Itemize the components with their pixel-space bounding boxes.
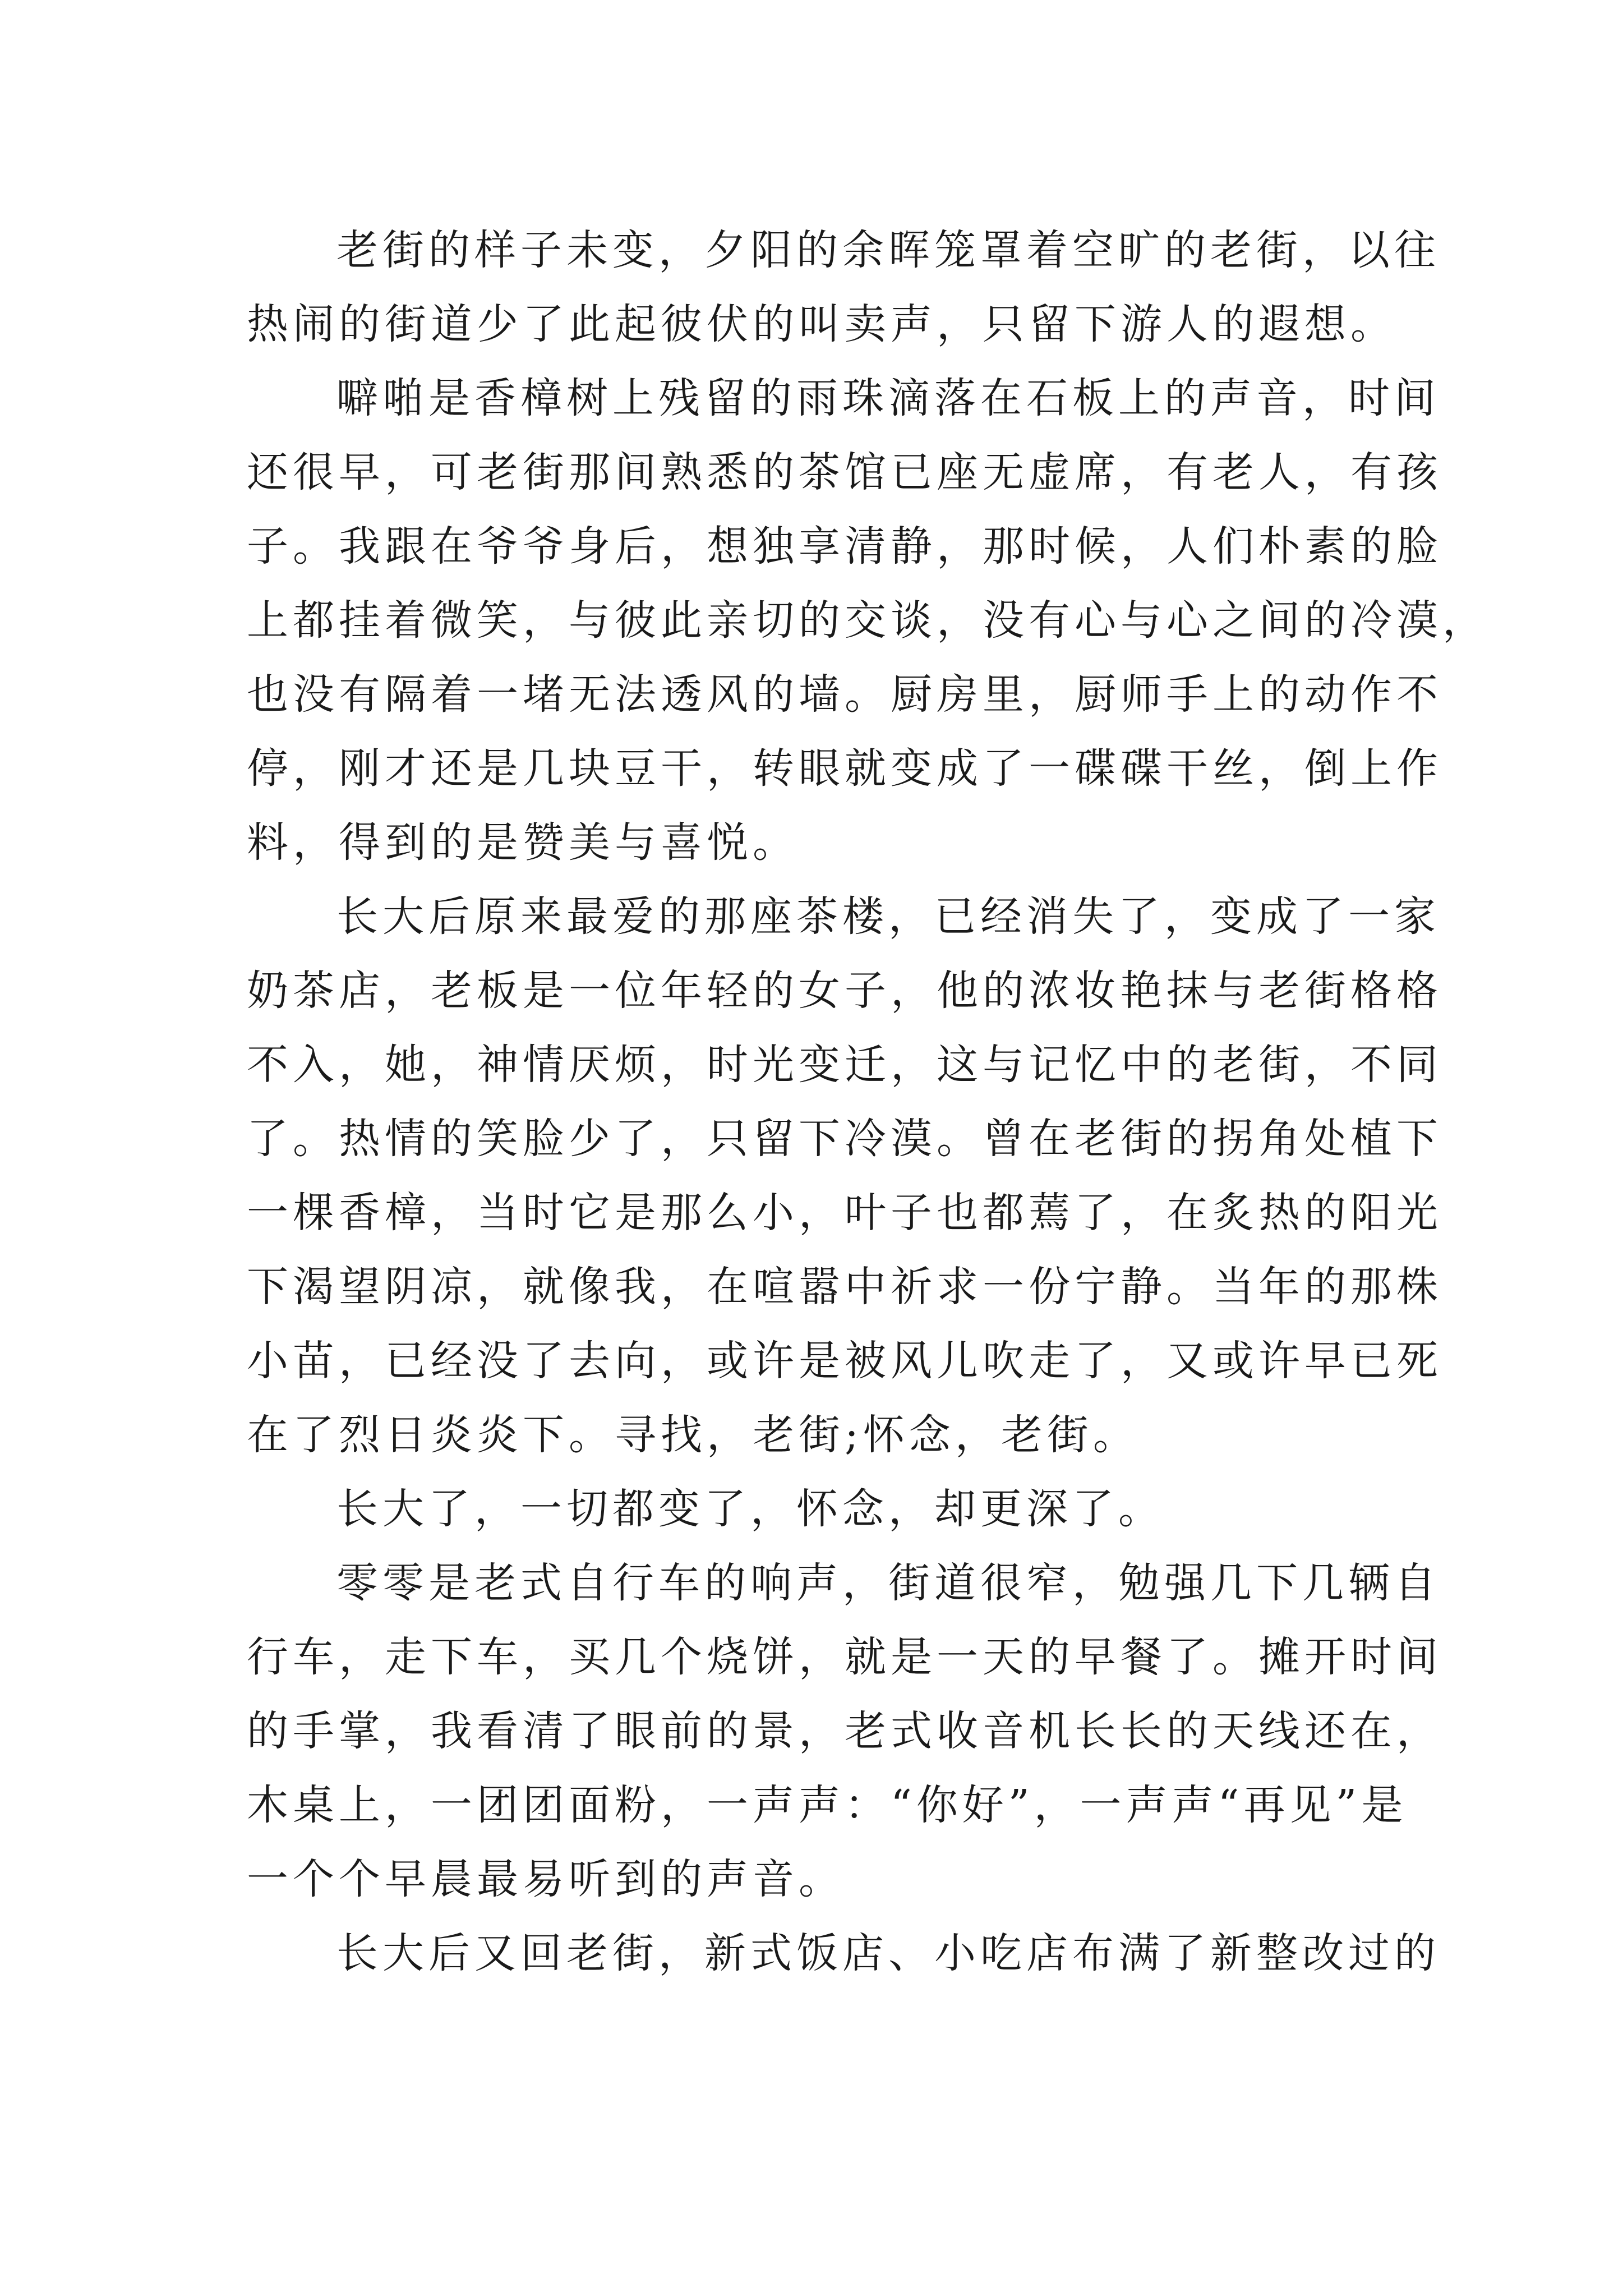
- text-line: 不入，她，神情厌烦，时光变迁，这与记忆中的老街，不同: [247, 1041, 1442, 1089]
- text-line: 下渴望阴凉，就像我，在喧嚣中祈求一份宁静。当年的那株: [247, 1263, 1442, 1311]
- text-line: 在了烈日炎炎下。寻找，老街;怀念，老街。: [247, 1411, 1139, 1459]
- text-line: 老街的样子未变，夕阳的余晖笼罩着空旷的老街，以往: [336, 226, 1440, 274]
- essay-body: [247, 213, 1488, 1990]
- text-line: 噼啪是香樟树上残留的雨珠滴落在石板上的声音，时间: [336, 374, 1440, 422]
- text-line: 停，刚才还是几块豆干，转眼就变成了一碟碟干丝，倒上作: [247, 744, 1442, 793]
- text-line: 零零是老式自行车的响声，街道很窄，勉强几下几辆自: [336, 1559, 1440, 1607]
- text-line: 木桌上，一团团面粉，一声声：“你好”，一声声“再见”是: [247, 1781, 1408, 1829]
- text-line: 长大后原来最爱的那座茶楼，已经消失了，变成了一家: [336, 892, 1440, 941]
- text-line: 长大了，一切都变了，怀念，却更深了。: [336, 1485, 1164, 1533]
- text-line: 的手掌，我看清了眼前的景，老式收音机长长的天线还在，: [247, 1707, 1442, 1755]
- text-line: 也没有隔着一堵无法透风的墙。厨房里，厨师手上的动作不: [247, 670, 1442, 719]
- text-line: 行车，走下车，买几个烧饼，就是一天的早餐了。摊开时间: [247, 1633, 1442, 1681]
- text-line: 了。热情的笑脸少了，只留下冷漠。曾在老街的拐角处植下: [247, 1115, 1442, 1163]
- text-line: 子。我跟在爷爷身后，想独享清静，那时候，人们朴素的脸: [247, 522, 1442, 570]
- text-line: 料，得到的是赞美与喜悦。: [247, 818, 799, 867]
- text-line: 热闹的街道少了此起彼伏的叫卖声，只留下游人的遐想。: [247, 300, 1396, 348]
- text-line: 长大后又回老街，新式饭店、小吃店布满了新整改过的: [336, 1929, 1440, 1977]
- text-line: 还很早，可老街那间熟悉的茶馆已座无虚席，有老人，有孩: [247, 448, 1442, 496]
- text-line: 奶茶店，老板是一位年轻的女子，他的浓妆艳抹与老街格格: [247, 967, 1442, 1015]
- text-line: 上都挂着微笑，与彼此亲切的交谈，没有心与心之间的冷漠，: [247, 596, 1488, 645]
- text-line: 一棵香樟，当时它是那么小，叶子也都蔫了，在炙热的阳光: [247, 1189, 1442, 1237]
- text-line: 一个个早晨最易听到的声音。: [247, 1855, 845, 1903]
- text-line: 小苗，已经没了去向，或许是被风儿吹走了，又或许早已死: [247, 1337, 1442, 1385]
